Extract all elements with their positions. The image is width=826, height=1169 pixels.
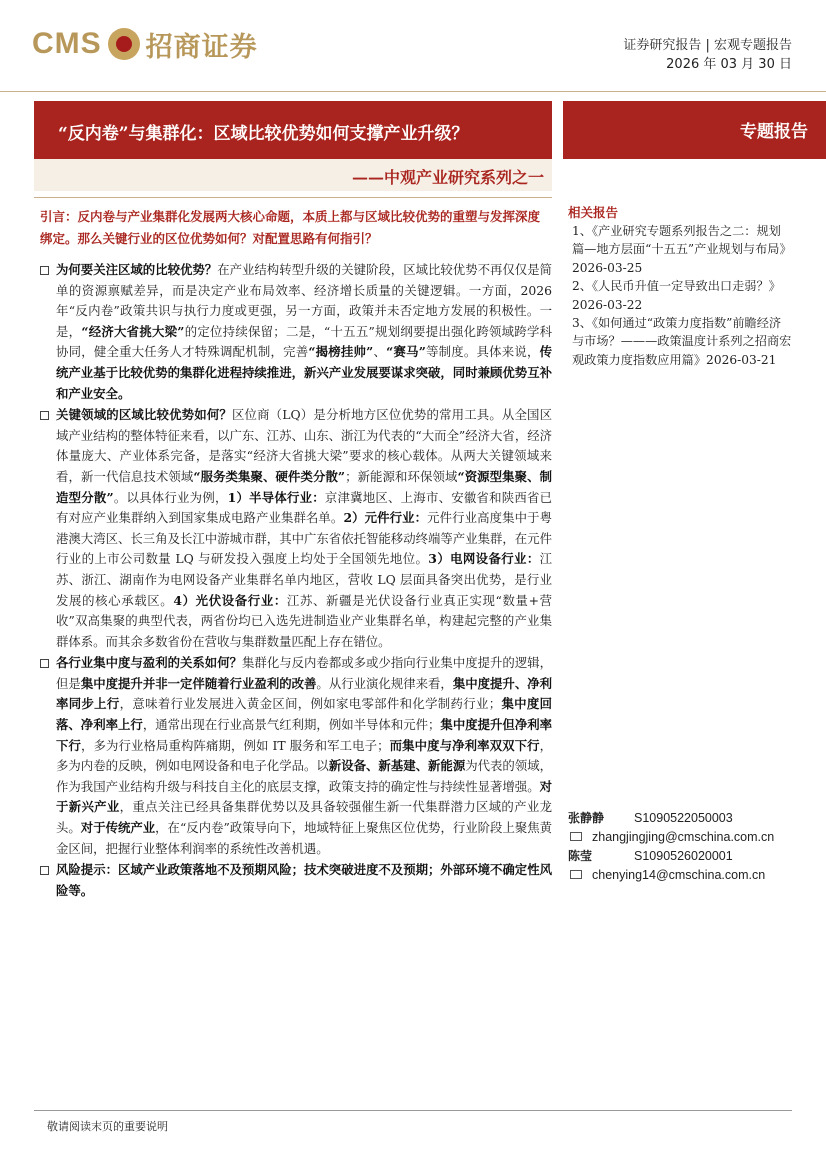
section-text: 元件行业高度集中于粤港澳大湾区、长三角及长江中游城市群，其中广东省依托智能移动终端等产业集群，在元件行业的上市公司数量 LQ 与研发投入强度上均处于全国领先地位。 — [56, 510, 553, 567]
section-heading: 各行业集中度与盈利的关系如何？ — [56, 655, 243, 671]
logo-emblem-icon — [108, 28, 140, 60]
footer-divider — [34, 1110, 792, 1111]
section-2 — [40, 405, 552, 652]
section-emphasis: 传统产业基于比较优势的集群化进程持续推进，新兴产业发展要谋求突破，同时兼顾优势互补和产业安全。 — [56, 344, 553, 401]
section-text: ；新能源和环保领域 — [345, 468, 458, 484]
section-text: ，在“反内卷”政策导向下，地域特征上聚焦区位优势，行业阶段上聚焦黄金区间，把握行业整体利润率的系统性改善机遇。 — [56, 820, 553, 856]
section-text: 、 — [373, 344, 387, 360]
section-emphasis: 对于传统产业 — [80, 820, 156, 836]
analyst-block — [568, 808, 808, 884]
analyst-email[interactable]: zhangjingjing@cmschina.com.cn — [592, 829, 775, 844]
section-risk — [40, 860, 552, 901]
section-text: 江苏、新疆是光伏设备行业真正实现“数量+营收”双高集聚的典型代表，两省份均已入选先进制造业产业集群名单，构建起完整的产业集群体系。而其余多数省份在营收与集群数量匹配上存在错位。 — [56, 592, 553, 649]
section-text: 集群化与反内卷都或多或少指向行业集中度提升的逻辑，但是 — [56, 655, 553, 691]
section-emphasis: “服务类集聚、硬件类分散” — [193, 468, 346, 484]
analyst-email-row — [568, 827, 808, 846]
report-series: ——中观产业研究系列之一 — [351, 168, 544, 187]
section-emphasis: “资源型集聚、制造型分散” — [56, 468, 553, 505]
section-text: 在产业结构转型升级的关键阶段，区域比较优势不再仅仅是简单的资源禀赋差异，而是决定产业布局效率、经济增长质量的关键逻辑。一方面，2026 年“反内卷”政策共识与执行力度或更强，另一方面，政策并未否定地方发展的积极性。一是， — [56, 262, 552, 339]
report-date: 2026 年 03 月 30 日 — [666, 57, 792, 72]
section-emphasis: “经济大省挑大梁” — [81, 323, 185, 339]
related-report-item[interactable]: 3、《如何通过“政策力度指数”前瞻经济与市场？———政策温度计系列之招商宏观政策力度指数应用篇》2026-03-21 — [572, 316, 792, 367]
logo-latin: CMS — [32, 27, 102, 60]
section-1 — [40, 260, 552, 404]
analyst-name: 陈莹 — [568, 849, 593, 863]
section-emphasis: 对于新兴产业 — [56, 778, 552, 815]
related-reports-title: 相关报告 — [568, 205, 619, 220]
section-emphasis: 2）元件行业： — [343, 510, 428, 526]
risk-warning: 风险提示：区域产业政策落地不及预期风险；技术突破进度不及预期；外部环境不确定性风险等。 — [56, 862, 552, 898]
section-heading: 关键领域的区域比较优势如何？ — [56, 407, 232, 423]
section-emphasis: “揭榜挂帅” — [308, 344, 374, 360]
envelope-icon — [570, 870, 582, 879]
section-text: 江苏、浙江、湖南作为电网设备产业集群名单内地区，营收 LQ 层面具备突出优势，是行业发展的核心承载区。 — [56, 551, 552, 608]
envelope-icon — [570, 832, 582, 841]
intro-paragraph: 引言：反内卷与产业集群化发展两大核心命题，本质上都与区域比较优势的重塑与发挥深度绑定。那么关键行业的区位优势如何？对配置思路有何指引？ — [40, 209, 541, 246]
analyst-email[interactable]: chenying14@cmschina.com.cn — [592, 867, 766, 882]
report-title: “反内卷”与集群化：区域比较优势如何支撑产业升级？ — [58, 124, 469, 144]
section-text: ，重点关注已经具备集群优势以及具备较强催生新一代集群潜力区域的产业龙头。 — [56, 799, 553, 836]
bullet-box-icon — [40, 659, 49, 668]
section-emphasis: 3）电网设备行业： — [428, 551, 540, 567]
section-emphasis: 新设备、新基建、新能源 — [328, 758, 466, 774]
section-text: ，通常出现在行业高景气红利期，例如半导体和元件； — [142, 717, 441, 733]
analyst-row — [568, 846, 808, 865]
section-text: ，多为行业格局重构阵痛期，例如 IT 服务和军工电子； — [81, 737, 390, 753]
section-heading: 为何要关注区域的比较优势？ — [56, 262, 218, 277]
analyst-license: S1090526020001 — [634, 848, 733, 863]
section-text: 的定位持续保留；二是，“十五五”规划纲要提出强化跨领域跨学科协同，健全重大任务人才特殊调配机制，完善 — [56, 323, 553, 360]
section-emphasis: 集中度提升并非一定伴随着行业盈利的改善 — [80, 675, 317, 691]
section-emphasis: 集中度提升但净利率下行 — [56, 717, 553, 753]
section-text: 京津冀地区、上海市、安徽省和陕西省已有对应产业集群纳入到国家集成电路产业集群名单。 — [56, 489, 553, 526]
analyst-email-row — [568, 865, 808, 884]
report-tag — [563, 101, 826, 159]
main-body — [40, 260, 552, 902]
report-tag-label: 专题报告 — [740, 122, 808, 142]
section-emphasis: 4）光伏设备行业： — [173, 592, 287, 608]
analyst-name: 张静静 — [568, 811, 605, 825]
related-report-item[interactable]: 2、《人民币升值一定导致出口走弱？》2026-03-22 — [572, 279, 781, 312]
section-text: 等制度。具体来说， — [425, 344, 540, 360]
footer-note: 敬请阅读末页的重要说明 — [47, 1120, 168, 1133]
bullet-box-icon — [40, 266, 49, 275]
section-emphasis: 集中度提升、净利率同步上行 — [56, 675, 553, 712]
section-emphasis: 而集中度与净利率双双下行 — [389, 737, 540, 753]
analyst-license: S1090522050003 — [634, 810, 733, 825]
company-logo — [32, 22, 258, 66]
related-reports-list — [572, 222, 792, 369]
section-emphasis: 集中度回落、净利率上行 — [56, 696, 553, 733]
header-divider — [0, 91, 826, 92]
report-type: 证券研究报告 | 宏观专题报告 — [623, 38, 792, 53]
section-emphasis: 1）半导体行业： — [227, 489, 325, 505]
section-3 — [40, 653, 552, 859]
section-text: 。从行业演化规律来看， — [316, 675, 453, 691]
section-text: 为代表的领域，作为我国产业结构升级与科技自主化的底层支撑，政策支持的确定性与持续性显著增强。 — [56, 758, 553, 794]
analyst-row — [568, 808, 808, 827]
section-text: 。以具体行业为例， — [113, 489, 228, 505]
section-text: 区位商（LQ）是分析地方区位优势的常用工具。从全国区域产业结构的整体特征来看，以广东、江苏、山东、浙江为代表的“大而全”经济大省，经济体量庞大、产业体系完备，是落实“经济大省挑大梁”要求的核心载体。从两大关键领域来看，新一代信息技术领域 — [56, 407, 553, 484]
related-report-item[interactable]: 1、《产业研究专题系列报告之二：规划篇—地方层面“十五五”产业规划与布局》2026-03-25 — [572, 224, 792, 275]
section-text: ，多为内卷的反映，例如电网设备和电子化学品。以 — [56, 737, 553, 774]
title-divider — [34, 197, 552, 198]
section-emphasis: “赛马” — [386, 344, 426, 360]
section-text: ，意味着行业发展进入黄金区间，例如家电零部件和化学制药行业； — [119, 696, 502, 712]
logo-chinese: 招商证券 — [145, 31, 258, 63]
title-band — [34, 101, 552, 191]
bullet-box-icon — [40, 411, 49, 420]
bullet-box-icon — [40, 866, 49, 875]
